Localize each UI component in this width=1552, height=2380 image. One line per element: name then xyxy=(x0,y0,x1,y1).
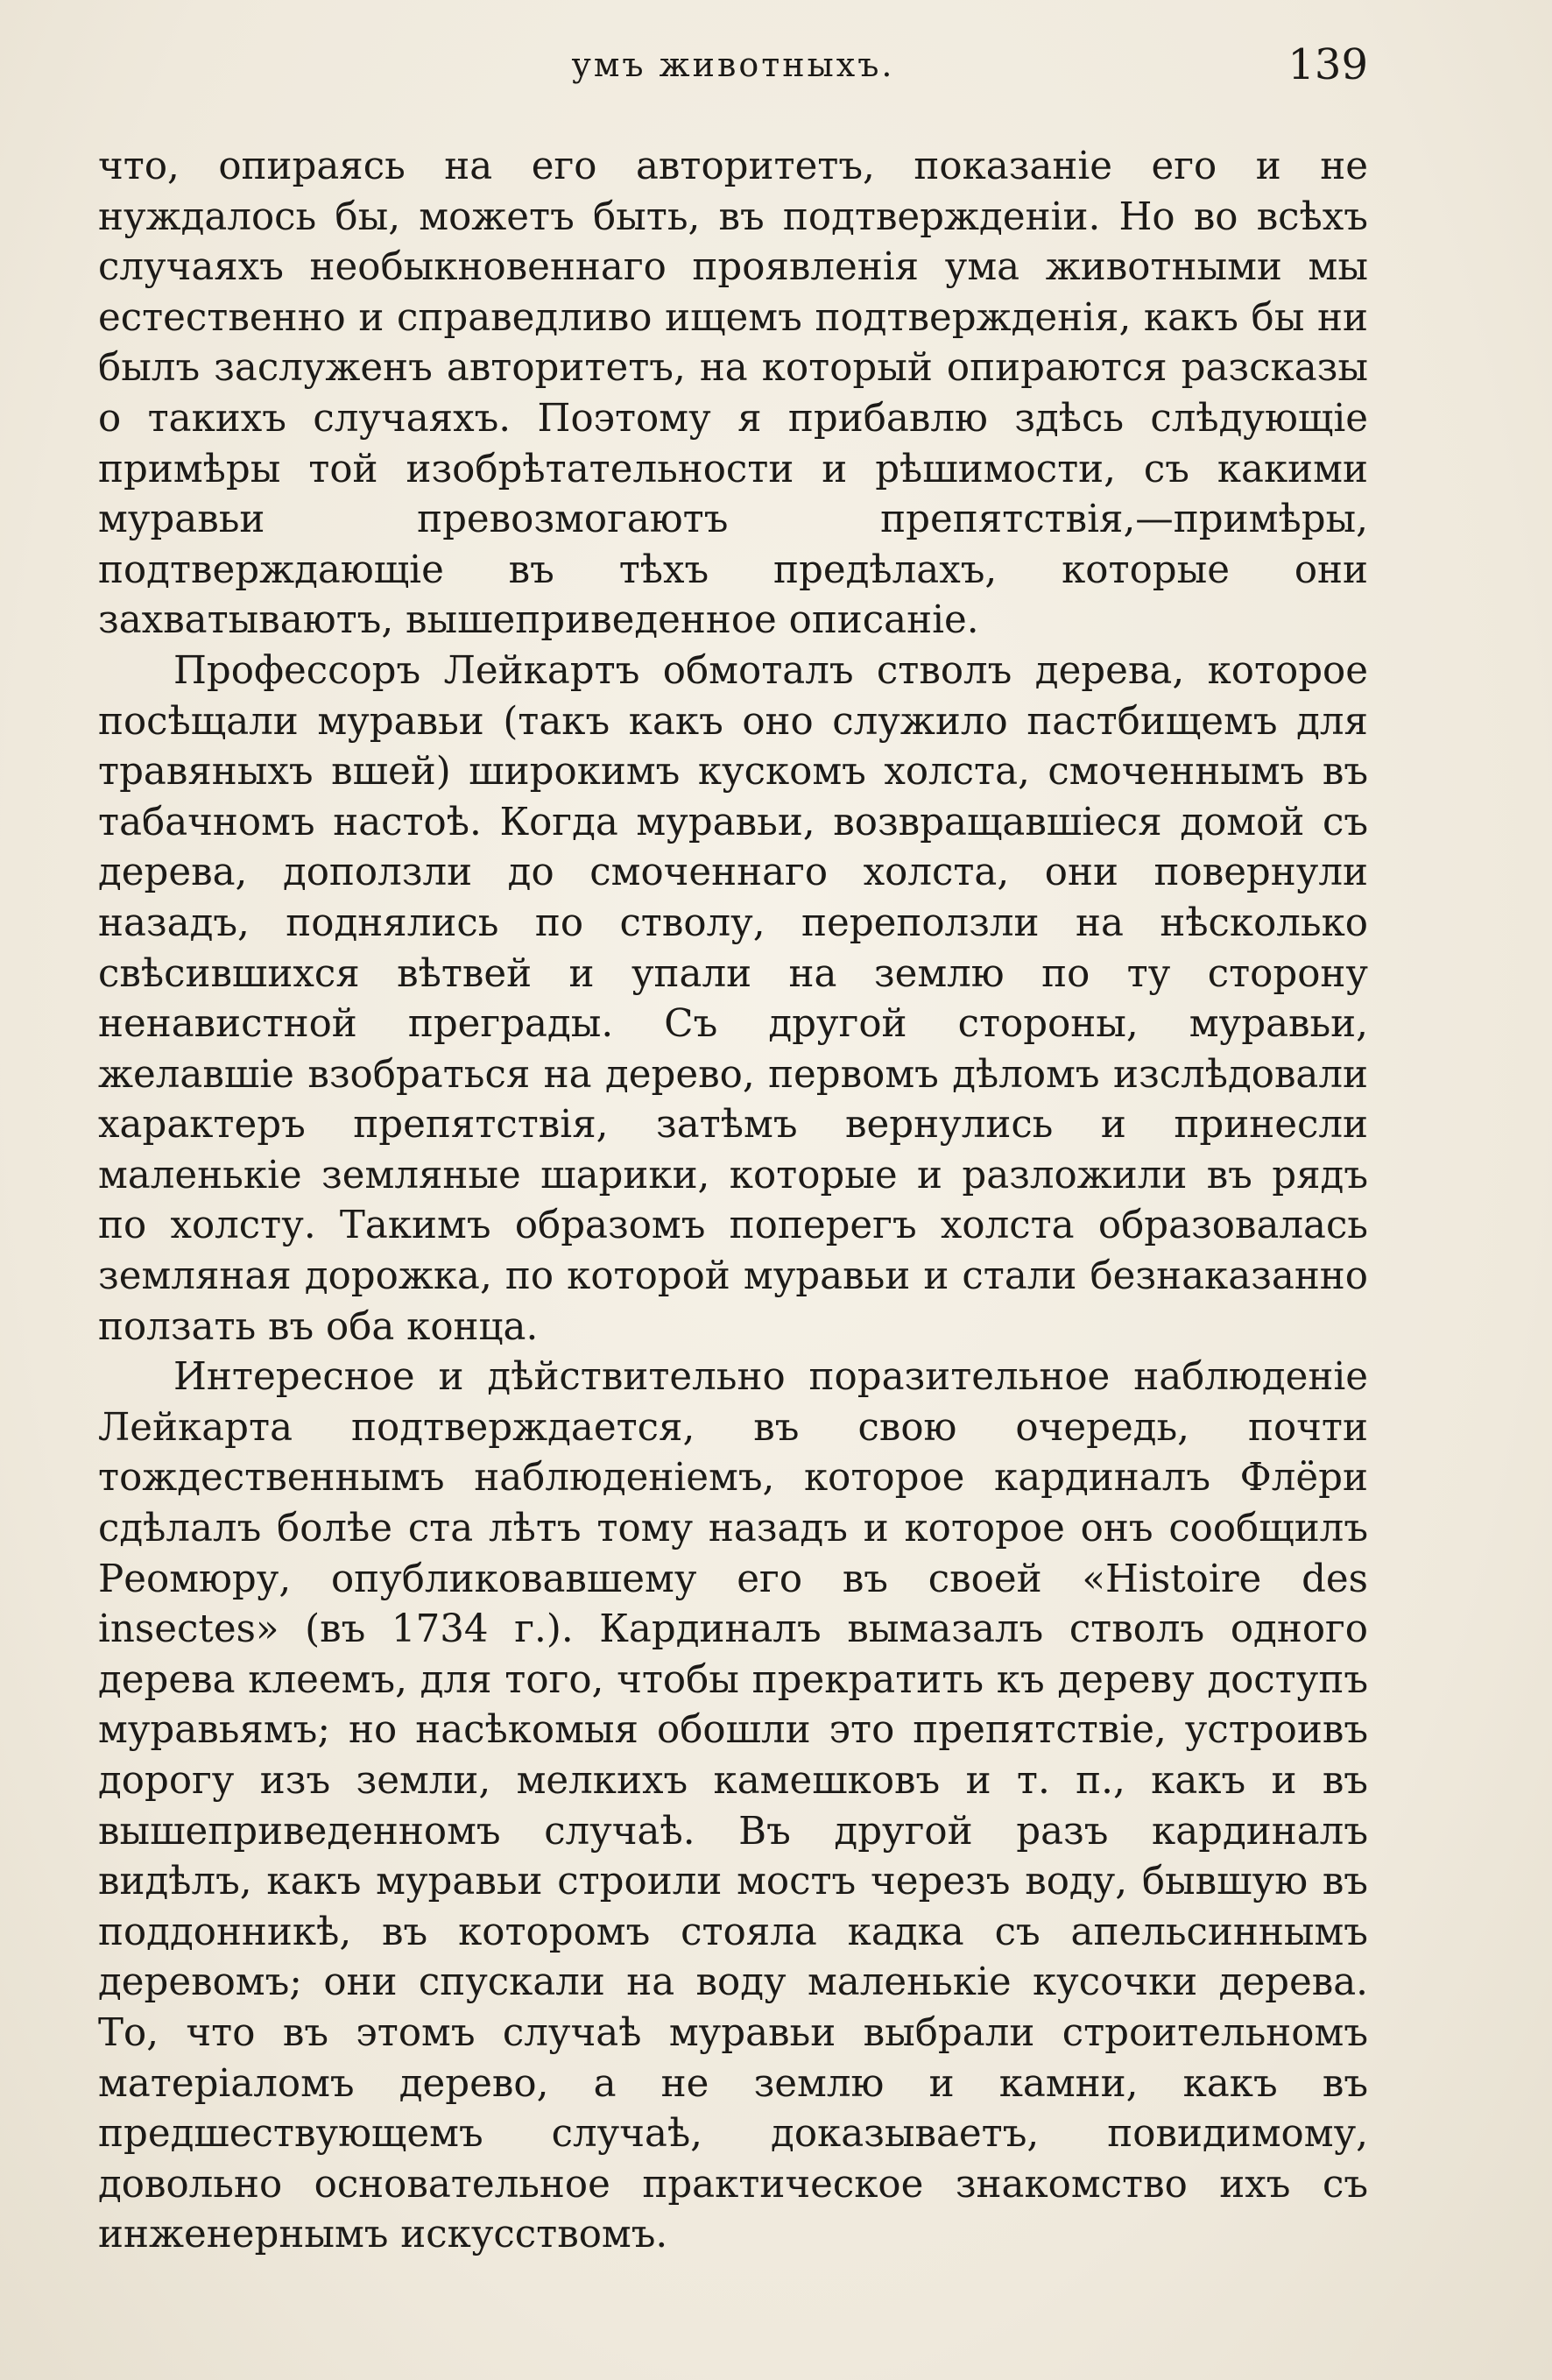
page-number: 139 xyxy=(1287,40,1368,89)
running-head: умъ животныхъ. xyxy=(571,46,895,84)
paragraph-2: Профессоръ Лейкартъ обмоталъ стволъ дерева, которое посѣщали муравьи (такъ какъ оно служило пастбищемъ для травяныхъ вшей) широкимъ кускомъ холста, смоченнымъ въ табачномъ настоѣ. Когда муравьи, возвращавшіеся домой съ дерева, доползли до смоченнаго холста, они повернули назадъ, поднялись по стволу, переползли на нѣсколько свѣсившихся вѣтвей и упали на землю по ту сторону ненавистной преграды. Съ другой стороны, муравьи, желавшіе взобраться на дерево, первомъ дѣломъ изслѣдовали характеръ препятствія, затѣмъ вернулись и принесли маленькіе земляные шарики, которые и разложили въ рядъ по холсту. Такимъ образомъ поперегъ холста образовалась земляная дорожка, по которой муравьи и стали безнаказанно ползать въ оба конца. xyxy=(98,648,1368,1349)
paragraph-1: что, опираясь на его авторитетъ, показаніе его и не нуждалось бы, можетъ быть, въ подтвержденіи. Но во всѣхъ случаяхъ необыкновеннаго проявленія ума животными мы естественно и справедливо ищемъ подтвержденія, какъ бы ни былъ заслуженъ авторитетъ, на который опираются разсказы о такихъ случаяхъ. Поэтому я прибавлю здѣсь слѣдующіе примѣры той изобрѣтательности и рѣшимости, съ какими муравьи превозмогаютъ препятствія,—примѣры, подтверждающіе въ тѣхъ предѣлахъ, которые они захватываютъ, вышеприведенное описаніе. xyxy=(98,145,1368,643)
body-text xyxy=(98,142,1368,2261)
paragraph-3: Интересное и дѣйствительно поразительное наблюденіе Лейкарта подтверждается, въ свою очередь, почти тождественнымъ наблюденіемъ, которое кардиналъ Флёри сдѣлалъ болѣе ста лѣтъ тому назадъ и которое онъ сообщилъ Реомюру, опубликовавшему его въ своей «Histoire des insectes» (въ 1734 г.). Кардиналъ вымазалъ стволъ одного дерева клеемъ, для того, чтобы прекратить къ дереву доступъ муравьямъ; но насѣкомыя обошли это препятствіе, устроивъ дорогу изъ земли, мелкихъ камешковъ и т. п., какъ и въ вышеприведенномъ случаѣ. Въ другой разъ кардиналъ видѣлъ, какъ муравьи строили мостъ черезъ воду, бывшую въ поддонникѣ, въ которомъ стояла кадка съ апельсиннымъ деревомъ; они спускали на воду маленькіе кусочки дерева. То, что въ этомъ случаѣ муравьи выбрали строительномъ матеріаломъ дерево, а не землю и камни, какъ въ предшествующемъ случаѣ, доказываетъ, повидимому, довольно основательное практическое знакомство ихъ съ инженернымъ искусствомъ. xyxy=(98,1355,1368,2257)
page-header xyxy=(98,40,1368,93)
